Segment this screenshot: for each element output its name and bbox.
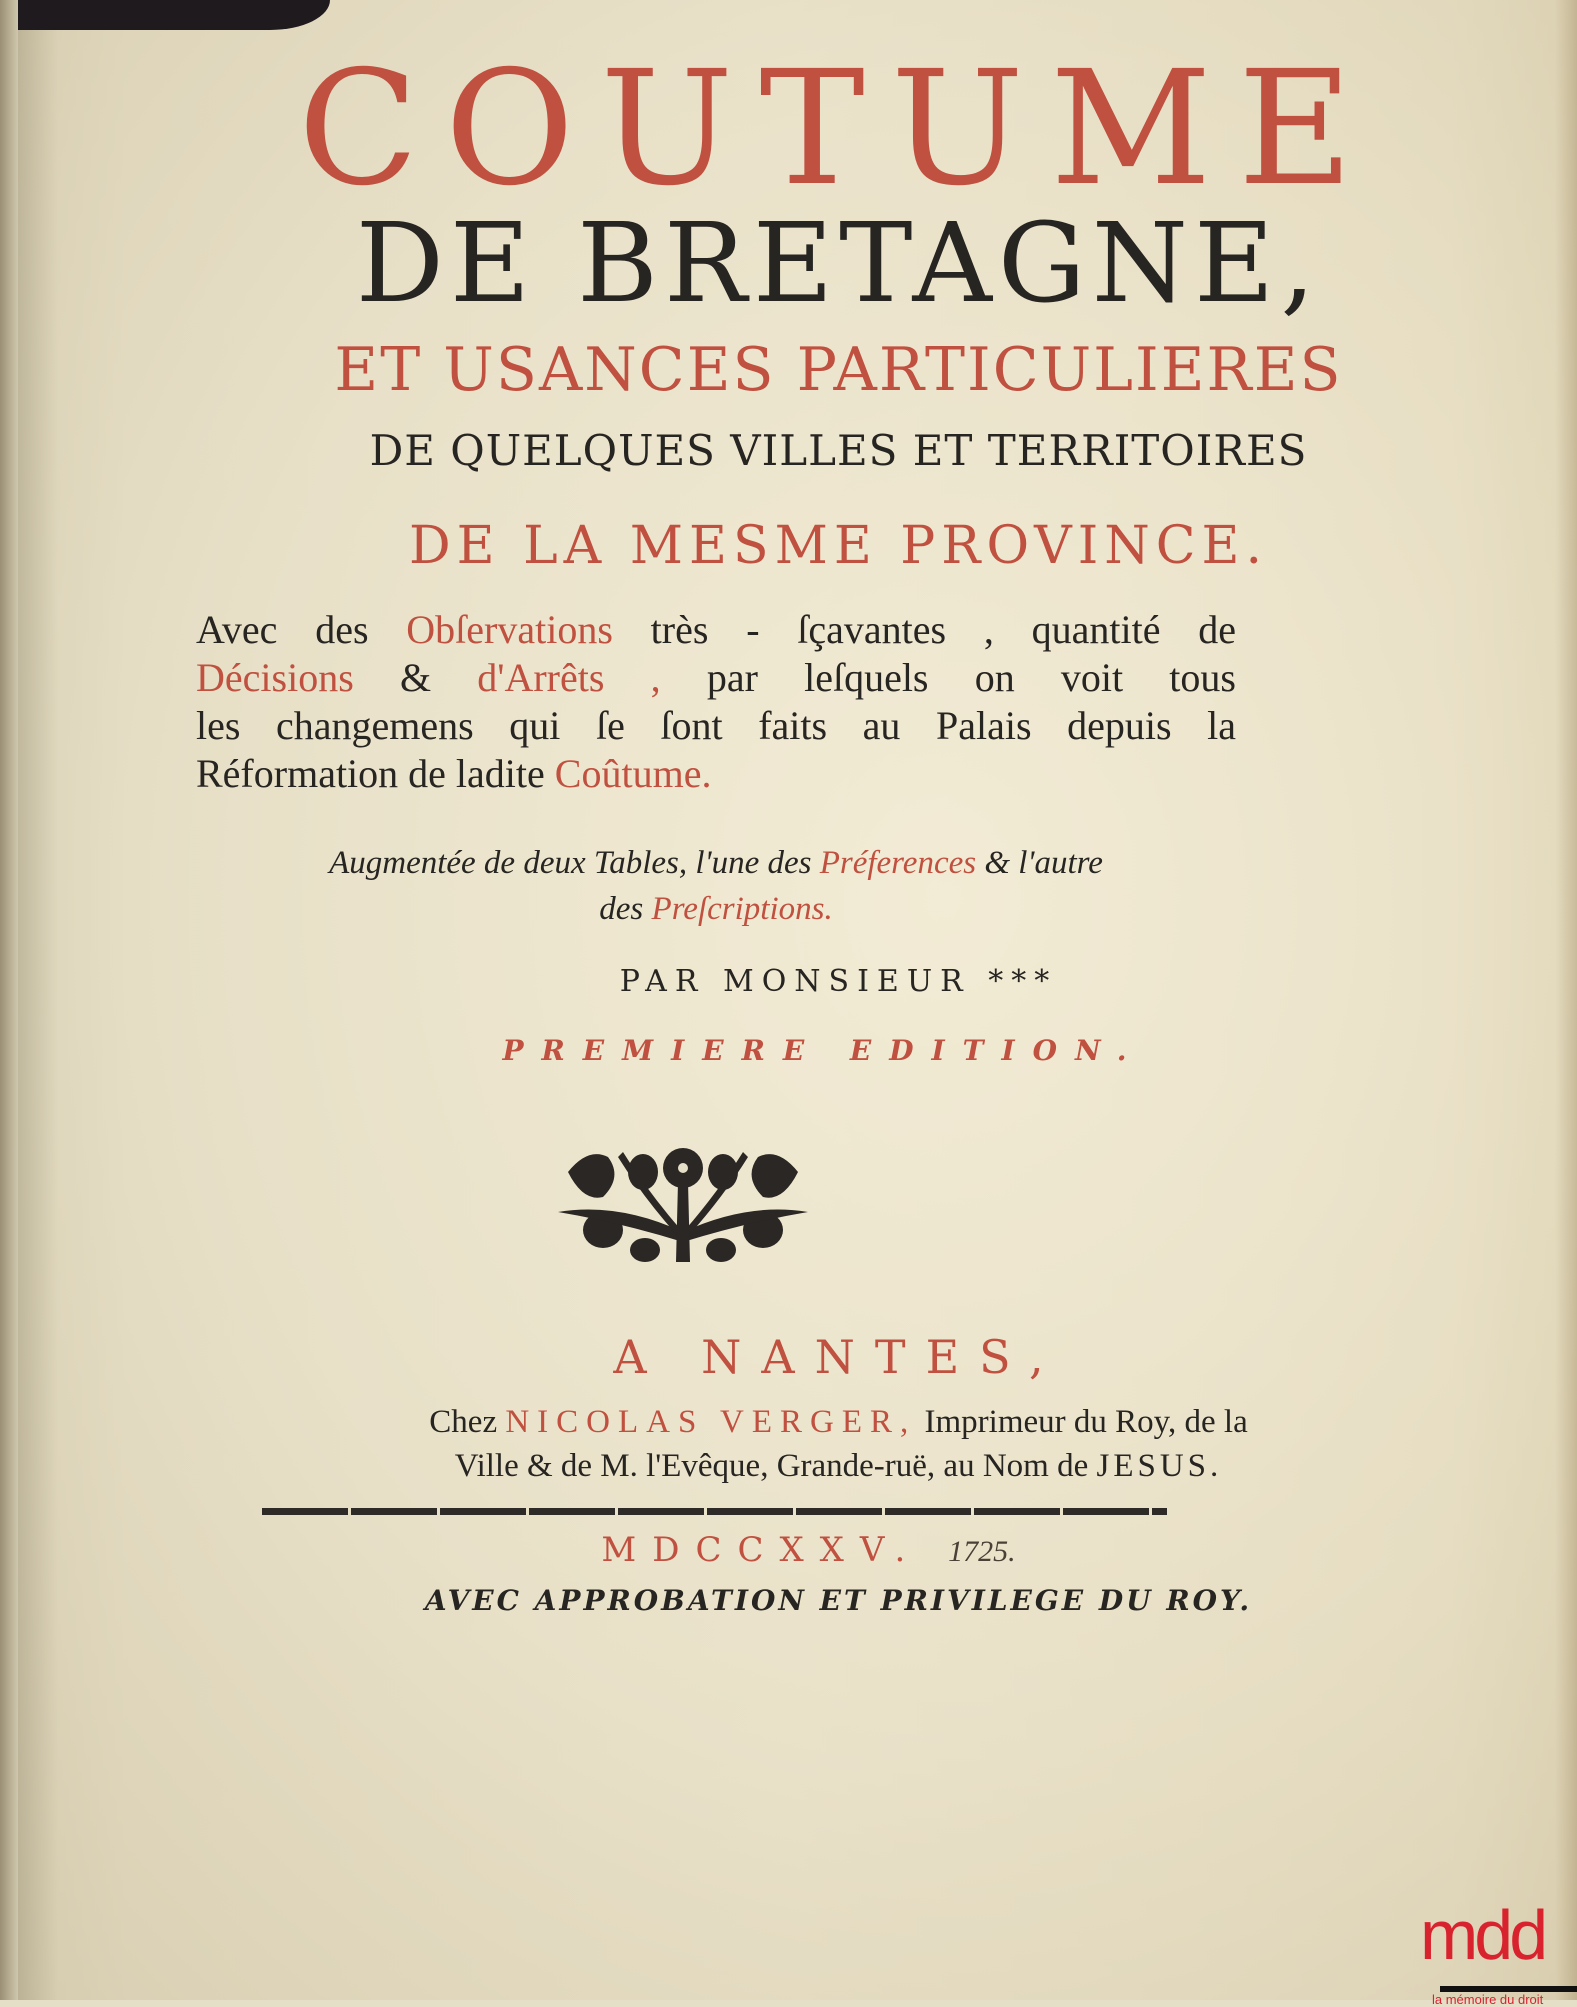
- printer-name: NICOLAS VERGER,: [505, 1404, 917, 1440]
- rubric-arrets: d'Arrêts ,: [477, 655, 661, 700]
- text: très - ſçavantes , quantité de: [612, 607, 1236, 652]
- text: Chez: [429, 1404, 506, 1440]
- description-line-3: les changemens qui ſe ſont faits au Palais depuis la: [196, 703, 1236, 748]
- mdd-logo: [1418, 1896, 1577, 2007]
- rubric-coutume: Coûtume.: [554, 751, 712, 796]
- augmentation-note: [196, 840, 1236, 932]
- text: par leſquels on voit tous: [660, 655, 1236, 700]
- description-paragraph: [196, 606, 1236, 798]
- rubric-preferences: Préferences: [819, 845, 977, 881]
- text: Avec des: [196, 607, 407, 652]
- title-coutume: COUTUME: [297, 37, 1380, 221]
- logo-mark: mdd: [1420, 1896, 1545, 1974]
- author-line: PAR MONSIEUR ***: [619, 964, 1058, 999]
- description-line-4: [196, 750, 1236, 798]
- description-line-2: [196, 654, 1236, 702]
- title-de-bretagne: DE BRETAGNE,: [355, 199, 1322, 327]
- logo-tagline: la mémoire du droit: [1432, 1992, 1544, 2007]
- text: Imprimeur du Roy, de la: [916, 1404, 1248, 1440]
- imprint-city: A NANTES,: [613, 1330, 1064, 1384]
- rubric-decisions: Décisions: [196, 655, 354, 700]
- text: &: [353, 655, 478, 700]
- imprint-printer: [0, 1400, 1577, 1488]
- title-usances: ET USANCES PARTICULIERES: [334, 335, 1343, 405]
- year-roman: MDCCXXV.: [601, 1530, 922, 1570]
- floral-ornament-icon: [548, 1132, 818, 1262]
- text: & l'autre: [976, 845, 1103, 881]
- text: Réformation de ladite: [196, 751, 555, 796]
- text: JESUS.: [1096, 1448, 1223, 1484]
- text: Ville & de M. l'Evêque, Grande-ruë, au Nom de: [454, 1448, 1097, 1484]
- title-mesme-province: DE LA MESME PROVINCE.: [408, 516, 1269, 576]
- divider-rule: [262, 1508, 1167, 1515]
- description-line-1: [196, 606, 1236, 654]
- publication-date: [0, 1530, 1577, 1570]
- text: Augmentée de deux Tables, l'une des: [329, 845, 820, 881]
- title-villes-territoires: DE QUELQUES VILLES ET TERRITOIRES: [369, 426, 1308, 475]
- privilege-line: AVEC APPROBATION ET PRIVILEGE DU ROY.: [424, 1584, 1253, 1617]
- spine-shadow: [18, 30, 58, 2000]
- rubric-prescriptions: Preſcriptions.: [651, 891, 833, 927]
- year-handwritten: 1725.: [948, 1535, 1016, 1568]
- edition-line: PREMIERE EDITION.: [502, 1034, 1145, 1067]
- text: des: [599, 891, 652, 927]
- book-binding-top: [0, 0, 330, 30]
- rubric-observations: Obſervations: [406, 607, 613, 652]
